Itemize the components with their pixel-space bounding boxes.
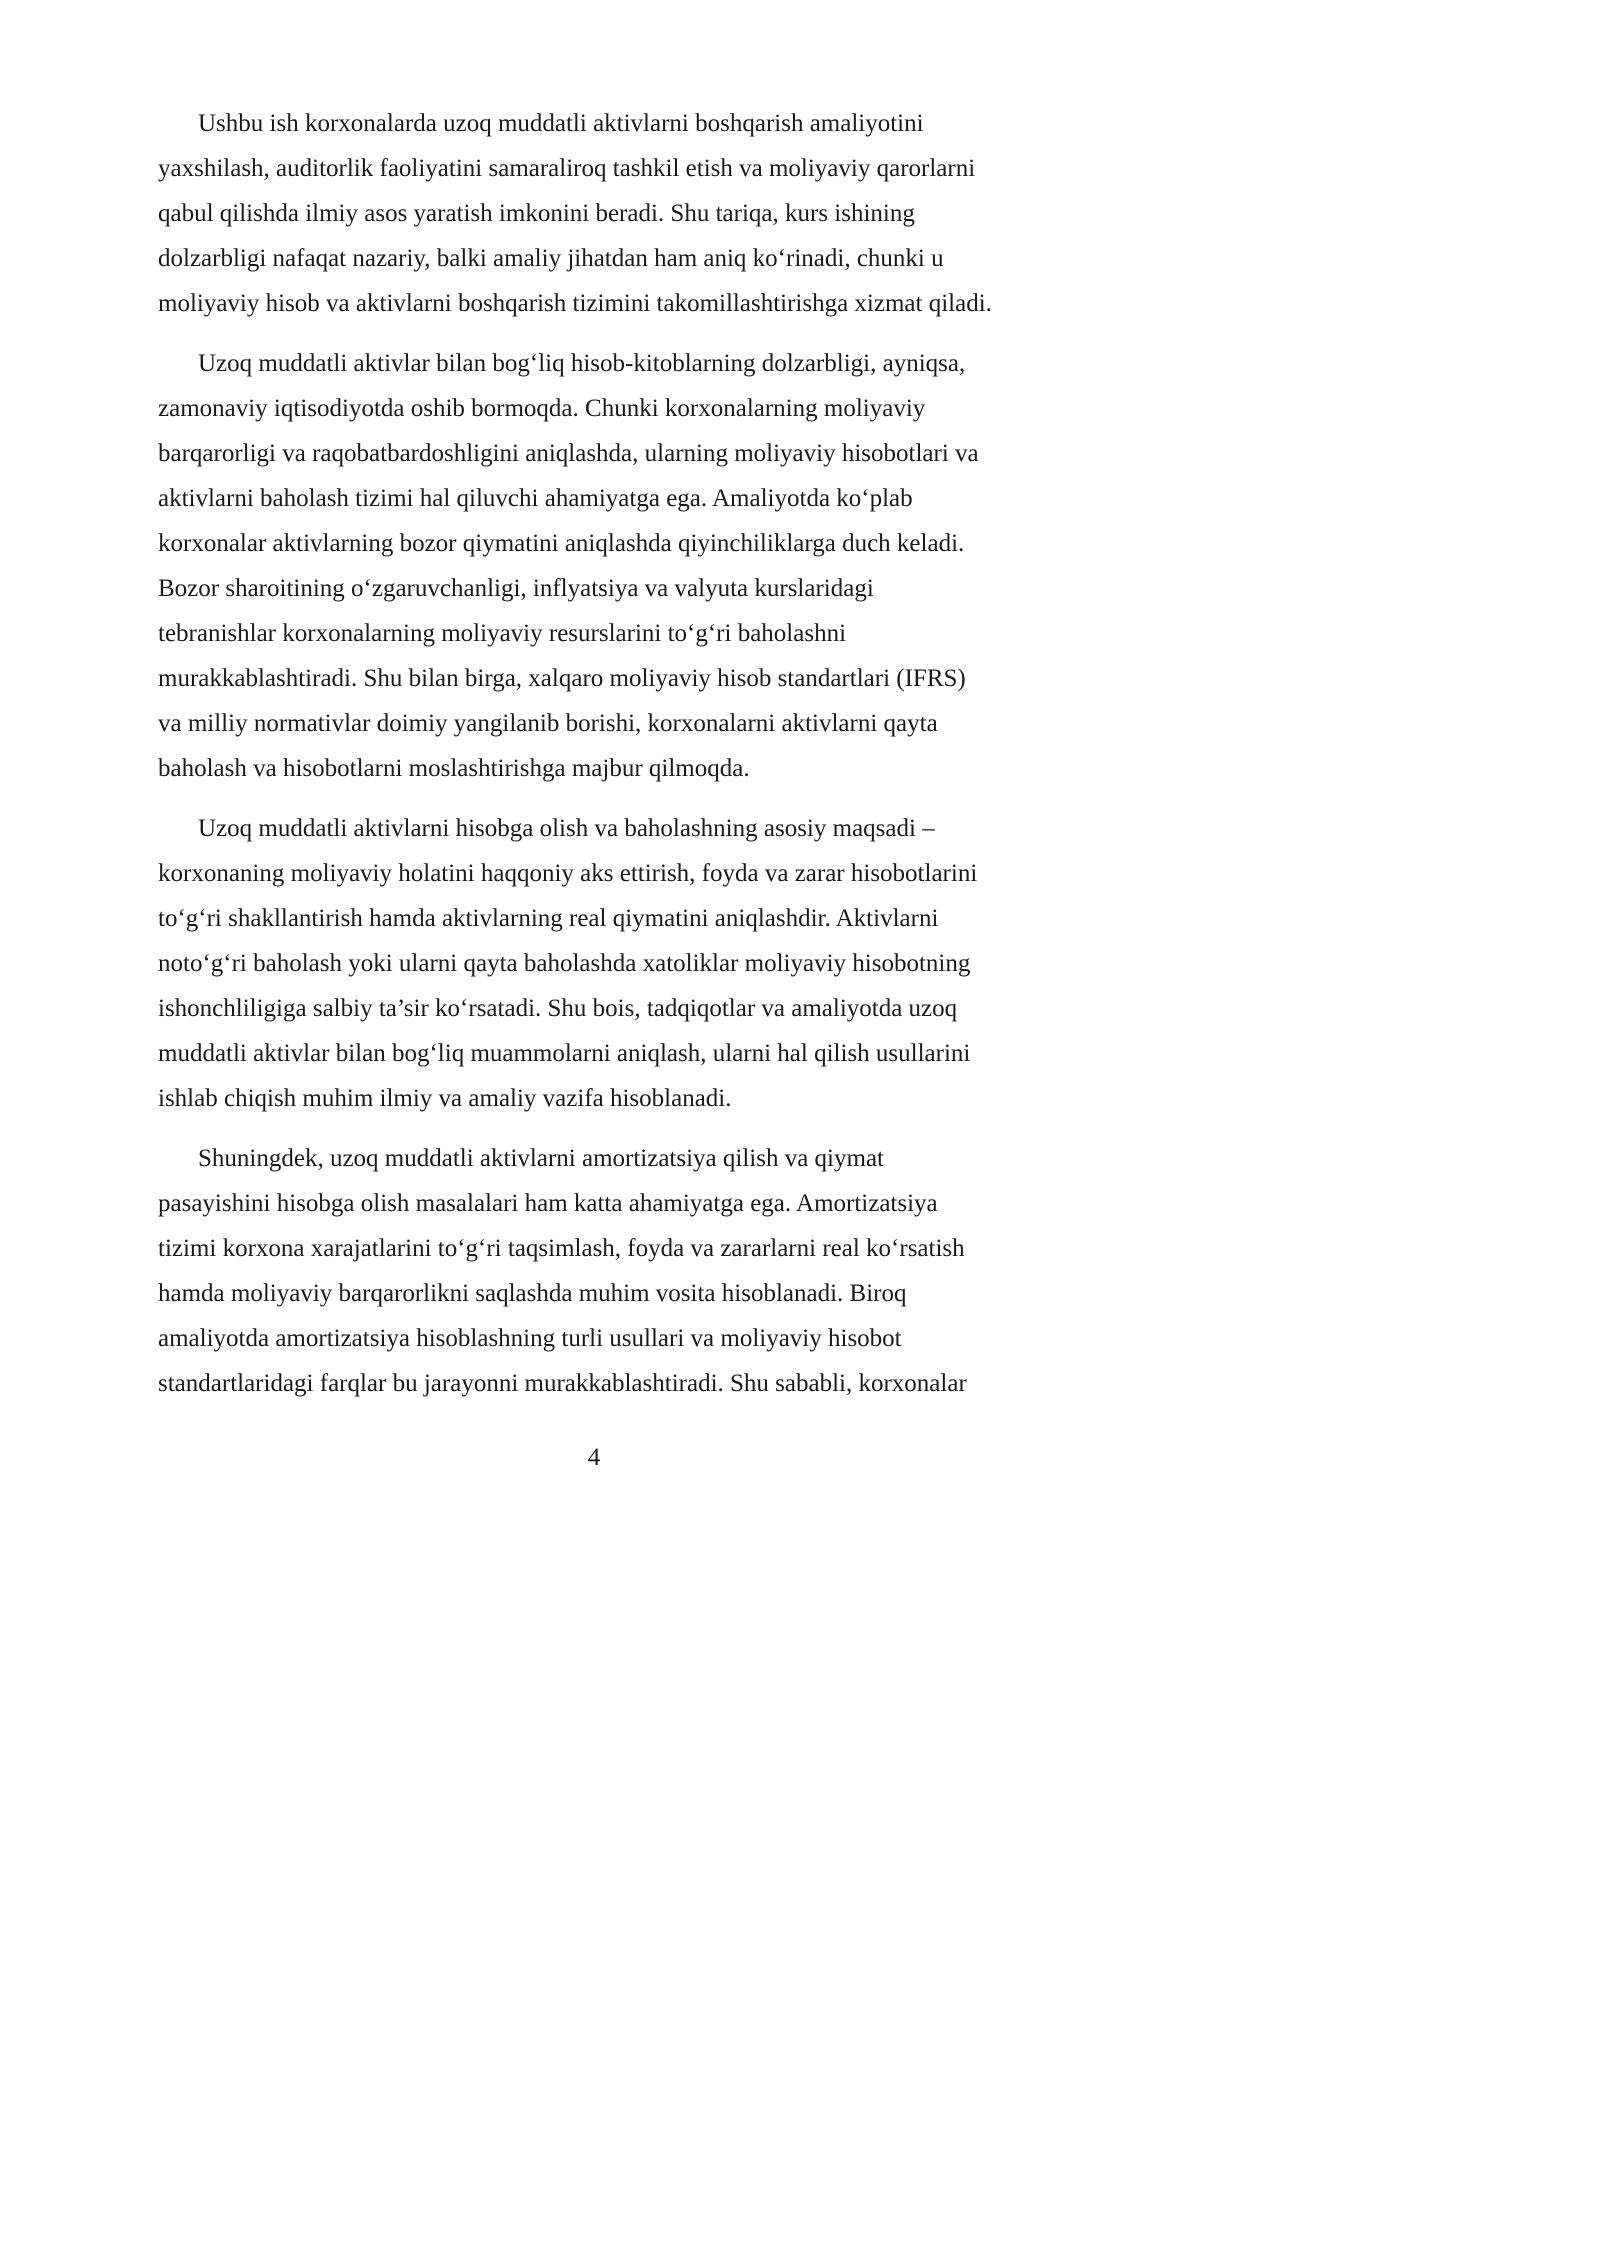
text-line: murakkablashtiradi. Shu bilan birga, xalqaro moliyaviy hisob standartlari (IFRS) — [158, 665, 966, 692]
text-line: Uzoq muddatli aktivlar bilan bog‘liq hisob-kitoblarning dolzarbligi, ayniqsa, — [198, 350, 966, 377]
text-line: hamda moliyaviy barqarorlikni saqlashda muhim vosita hisoblanadi. Biroq — [158, 1280, 907, 1307]
text-line: yaxshilash, auditorlik faoliyatini samaraliroq tashkil etish va moliyaviy qarorlarni — [158, 155, 976, 182]
page-number: 4 — [587, 1444, 601, 1471]
text-line: noto‘g‘ri baholash yoki ularni qayta baholashda xatoliklar moliyaviy hisobotning — [158, 950, 971, 977]
text-line: barqarorligi va raqobatbardoshligini aniqlashda, ularning moliyaviy hisobotlari va — [158, 440, 979, 467]
text-line: moliyaviy hisob va aktivlarni boshqarish tizimini takomillashtirishga xizmat qiladi. — [158, 290, 992, 317]
text-line: aktivlarni baholash tizimi hal qiluvchi ahamiyatga ega. Amaliyotda ko‘plab — [158, 485, 913, 512]
text-line: Shuningdek, uzoq muddatli aktivlarni amortizatsiya qilish va qiymat — [198, 1145, 884, 1172]
paragraph-2 — [158, 341, 1030, 791]
text-line: standartlaridagi farqlar bu jarayonni murakkablashtiradi. Shu sababli, korxonalar — [158, 1370, 967, 1397]
document-page — [0, 0, 1108, 1567]
text-line: pasayishini hisobga olish masalalari ham katta ahamiyatga ega. Amortizatsiya — [158, 1190, 938, 1217]
text-line: amaliyotda amortizatsiya hisoblashning turli usullari va moliyaviy hisobot — [158, 1325, 902, 1352]
text-line: tebranishlar korxonalarning moliyaviy resurslarini to‘g‘ri baholashni — [158, 620, 847, 647]
text-line: ishonchliligiga salbiy ta’sir ko‘rsatadi. Shu bois, tadqiqotlar va amaliyotda uzoq — [158, 995, 958, 1022]
text-line: dolzarbligi nafaqat nazariy, balki amaliy jihatdan ham aniq ko‘rinadi, chunki u — [158, 245, 944, 272]
paragraph-3 — [158, 806, 1030, 1121]
paragraph-4 — [158, 1136, 1030, 1406]
text-line: ishlab chiqish muhim ilmiy va amaliy vazifa hisoblanadi. — [158, 1085, 732, 1112]
text-line: to‘g‘ri shakllantirish hamda aktivlarning real qiymatini aniqlashdir. Aktivlarni — [158, 905, 939, 932]
text-line: baholash va hisobotlarni moslashtirishga majbur qilmoqda. — [158, 755, 750, 782]
text-line: muddatli aktivlar bilan bog‘liq muammolarni aniqlash, ularni hal qilish usullarini — [158, 1040, 971, 1067]
text-line: tizimi korxona xarajatlarini to‘g‘ri taqsimlash, foyda va zararlarni real ko‘rsatish — [158, 1235, 965, 1262]
paragraph-1 — [158, 101, 1030, 326]
body-text — [158, 101, 1030, 1421]
text-line: korxonaning moliyaviy holatini haqqoniy aks ettirish, foyda va zarar hisobotlarini — [158, 860, 978, 887]
text-line: Ushbu ish korxonalarda uzoq muddatli aktivlarni boshqarish amaliyotini — [198, 110, 924, 137]
text-line: Uzoq muddatli aktivlarni hisobga olish va baholashning asosiy maqsadi – — [198, 815, 935, 842]
text-line: Bozor sharoitining o‘zgaruvchanligi, inflyatsiya va valyuta kurslaridagi — [158, 575, 874, 602]
text-line: qabul qilishda ilmiy asos yaratish imkonini beradi. Shu tariqa, kurs ishining — [158, 200, 915, 227]
text-line: va milliy normativlar doimiy yangilanib borishi, korxonalarni aktivlarni qayta — [158, 710, 938, 737]
text-line: korxonalar aktivlarning bozor qiymatini aniqlashda qiyinchiliklarga duch keladi. — [158, 530, 965, 557]
text-line: zamonaviy iqtisodiyotda oshib bormoqda. Chunki korxonalarning moliyaviy — [158, 395, 926, 422]
